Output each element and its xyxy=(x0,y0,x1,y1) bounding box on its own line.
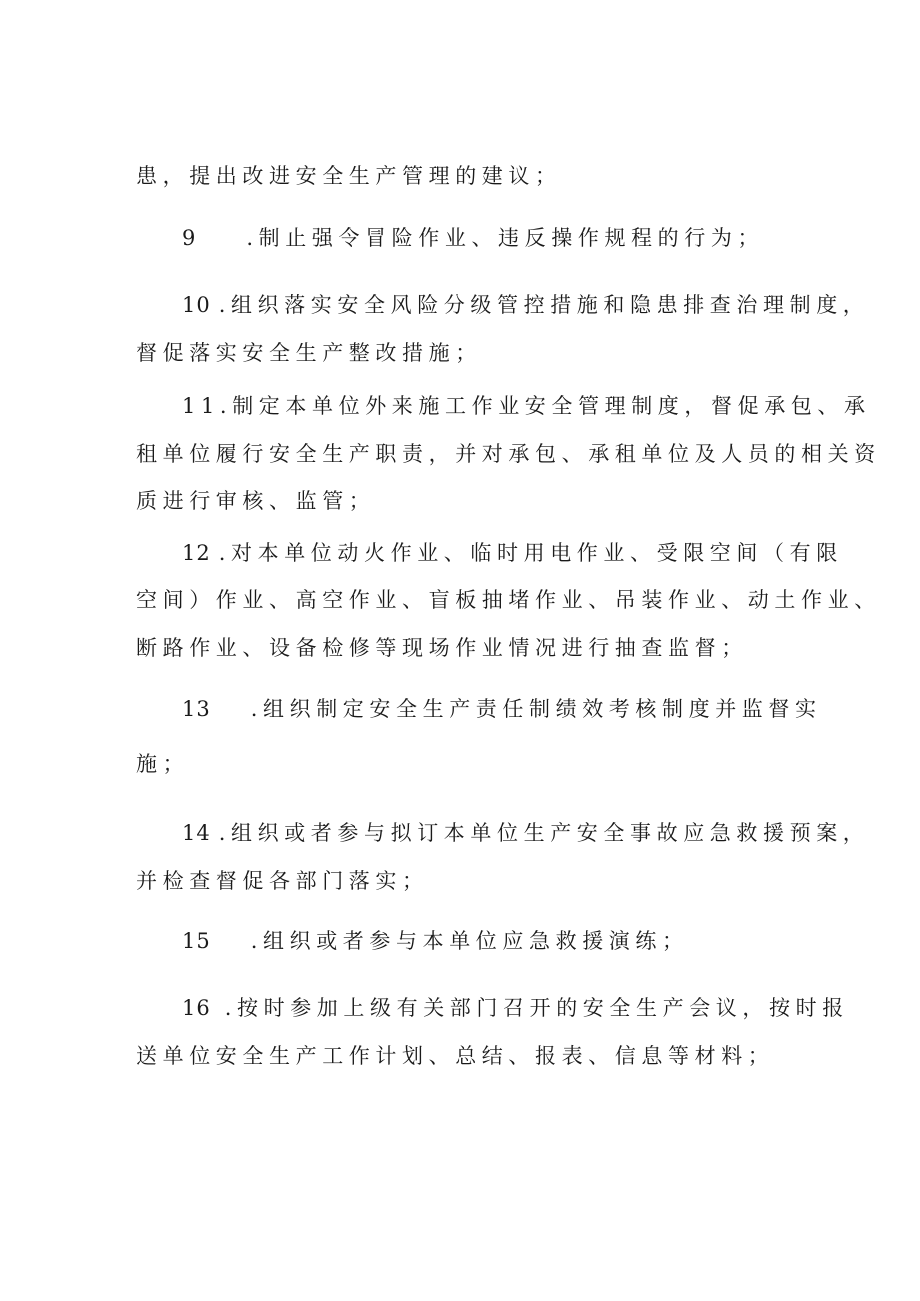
list-item-14 xyxy=(182,819,869,847)
paragraph-line: 租单位履行安全生产职责，并对承包、承租单位及人员的相关资 xyxy=(136,442,881,466)
paragraph-line: 督促落实安全生产整改措施； xyxy=(136,341,482,365)
item-number: 12 xyxy=(182,541,211,565)
paragraph-line: 质进行审核、监管； xyxy=(136,489,376,513)
item-text: .对本单位动火作业、临时用电作业、受限空间（有限 xyxy=(218,541,843,565)
item-text: .组织或者参与本单位应急救援演练； xyxy=(250,929,689,953)
item-text: .组织或者参与拟订本单位生产安全事故应急救援预案， xyxy=(218,821,870,845)
list-item-16 xyxy=(182,994,849,1022)
paragraph-line: 送单位安全生产工作计划、总结、报表、信息等材料； xyxy=(136,1044,775,1068)
item-text: .组织落实安全风险分级管控措施和隐患排查治理制度， xyxy=(218,293,870,317)
item-text: .制止强令冒险作业、违反操作规程的行为； xyxy=(246,226,765,250)
item-number: 16 xyxy=(182,996,211,1020)
item-number: 9 xyxy=(182,226,197,250)
item-number: 13 xyxy=(182,697,211,721)
item-text: .按时参加上级有关部门召开的安全生产会议，按时报 xyxy=(224,996,849,1020)
list-item-11: 11.制定本单位外来施工作业安全管理制度，督促承包、承 xyxy=(182,394,871,418)
paragraph-line: 并检查督促各部门落实； xyxy=(136,869,429,893)
list-item-12 xyxy=(182,539,843,567)
paragraph-line: 空间）作业、高空作业、盲板抽堵作业、吊装作业、动土作业、 xyxy=(136,588,881,612)
item-text: .组织制定安全生产责任制绩效考核制度并监督实 xyxy=(250,697,822,721)
list-item-9 xyxy=(182,224,764,252)
paragraph-line: 施； xyxy=(136,752,190,776)
paragraph-line: 患，提出改进安全生产管理的建议； xyxy=(136,164,562,188)
item-number: 10 xyxy=(182,293,211,317)
list-item-13 xyxy=(182,695,822,723)
item-number: 15 xyxy=(182,929,211,953)
list-item-15 xyxy=(182,927,689,955)
paragraph-line: 断路作业、设备检修等现场作业情况进行抽查监督； xyxy=(136,636,748,660)
item-number: 14 xyxy=(182,821,211,845)
list-item-10 xyxy=(182,291,869,319)
